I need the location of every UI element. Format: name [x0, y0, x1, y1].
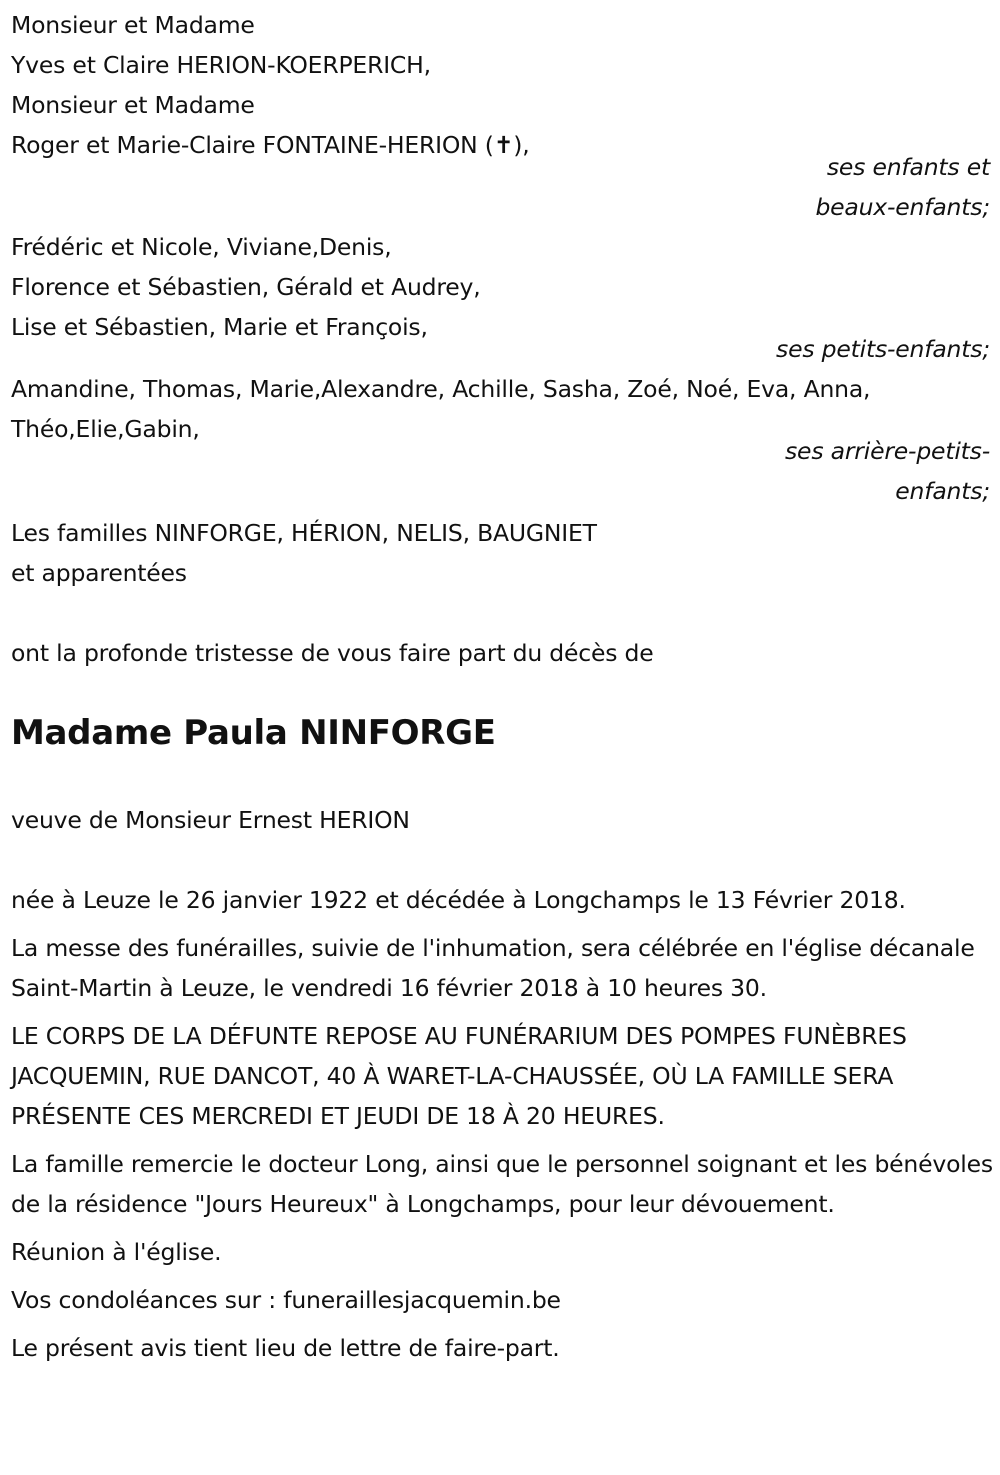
- families-line: et apparentées: [11, 559, 187, 587]
- great-grandchildren-line: Amandine, Thomas, Marie,Alexandre, Achille, Sasha, Zoé, Noé, Eva, Anna,: [11, 375, 871, 403]
- relation-label: ses petits-enfants;: [776, 335, 990, 363]
- grandchildren-line: Lise et Sébastien, Marie et François,: [11, 313, 428, 341]
- grandchildren-line: Florence et Sébastien, Gérald et Audrey,: [11, 273, 481, 301]
- grandchildren-line: Frédéric et Nicole, Viviane,Denis,: [11, 233, 392, 261]
- relation-label: enfants;: [895, 477, 990, 505]
- relation-label: beaux-enfants;: [815, 193, 990, 221]
- families-block: [11, 511, 990, 593]
- great-grandchildren-line: Théo,Elie,Gabin,: [11, 415, 200, 443]
- children-line: Monsieur et Madame: [11, 11, 255, 39]
- announcement-text: ont la profonde tristesse de vous faire part du décès de: [11, 639, 654, 667]
- widow-of-text: veuve de Monsieur Ernest HERION: [11, 806, 410, 834]
- children-line: Roger et Marie-Claire FONTAINE-HERION (✝),: [11, 131, 530, 159]
- notice-paragraphs: [11, 880, 996, 1368]
- relation-label: ses enfants et: [826, 153, 990, 181]
- children-block: [11, 0, 990, 227]
- relation-label: ses arrière-petits-: [785, 437, 990, 465]
- children-line: Yves et Claire HERION-KOERPERICH,: [11, 51, 431, 79]
- grandchildren-block: [11, 227, 990, 369]
- thanks-paragraph: La famille remercie le docteur Long, ainsi que le personnel soignant et les bénévoles de la résidence "Jours Heureux" à Longchamps, pour leur dévouement.: [11, 1150, 993, 1218]
- funeral-mass-paragraph: La messe des funérailles, suivie de l'inhumation, sera célébrée en l'église décanale Saint-Martin à Leuze, le vendredi 16 février 2018 à 10 heures 30.: [11, 934, 975, 1002]
- birth-death-paragraph: née à Leuze le 26 janvier 1922 et décédée à Longchamps le 13 Février 2018.: [11, 886, 906, 914]
- children-line: Monsieur et Madame: [11, 91, 255, 119]
- deceased-name: Madame Paula NINFORGE: [11, 713, 496, 753]
- great-grandchildren-block: [11, 369, 990, 511]
- funerarium-paragraph: LE CORPS DE LA DÉFUNTE REPOSE AU FUNÉRARIUM DES POMPES FUNÈBRES JACQUEMIN, RUE DANCOT, 40 À WARET-LA-CHAUSSÉE, OÙ LA FAMILLE SERA PRÉSENTE CES MERCREDI ET JEUDI DE 18 À 20 HEURES.: [11, 1022, 907, 1130]
- condolences-paragraph: Vos condoléances sur : funeraillesjacquemin.be: [11, 1286, 561, 1314]
- gathering-paragraph: Réunion à l'église.: [11, 1238, 222, 1266]
- closing-paragraph: Le présent avis tient lieu de lettre de faire-part.: [11, 1334, 560, 1362]
- families-line: Les familles NINFORGE, HÉRION, NELIS, BAUGNIET: [11, 519, 597, 547]
